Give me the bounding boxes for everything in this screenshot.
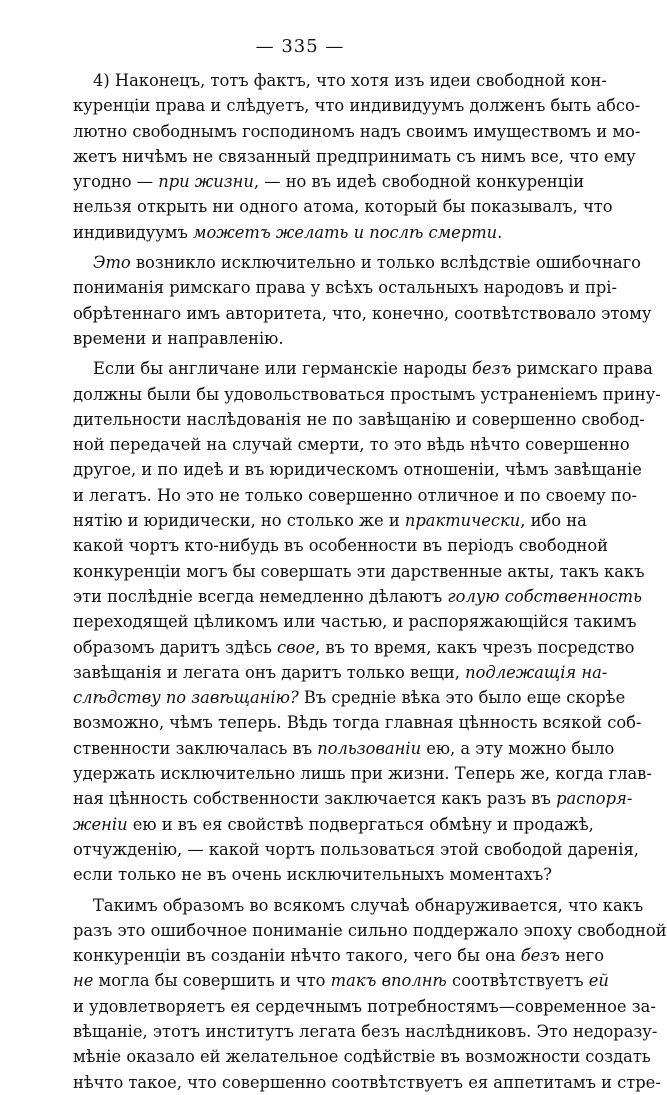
italic-text: женіи [73, 814, 128, 834]
text-line [73, 559, 645, 584]
text-run: Въ средніе вѣка это было еще скорѣе [298, 688, 626, 708]
text-line [73, 736, 615, 761]
text-run: ственности заключалась въ [73, 738, 318, 758]
italic-text: безъ [472, 359, 512, 379]
text-line [73, 862, 553, 887]
text-run: Такимъ образомъ во всякомъ случаѣ обнаруживается, что какъ [93, 895, 644, 915]
text-run: переходящей цѣликомъ или частью, и распоряжающійся такимъ [73, 612, 637, 632]
text-run: какой чортъ кто-нибудь въ особенности въ періодъ свободной [73, 536, 608, 556]
text-line [73, 786, 633, 811]
text-run: , въ то время, какъ чрезъ посредство [315, 637, 635, 657]
text-run: дительности наслѣдованія не по завѣщанію и совершенно свобод- [73, 409, 645, 429]
text-run: мѣніе оказало ей желательное содѣйствіе въ возможности создать [73, 1047, 651, 1067]
italic-text: слѣдству по завѣщанію? [73, 688, 299, 708]
text-line [73, 250, 641, 275]
text-run: другое, и по идеѣ и въ юридическомъ отношеніи, чѣмъ завѣщаніе [73, 460, 642, 480]
text-run: лютно свободнымъ господиномъ надъ своимъ имуществомъ и мо- [73, 121, 641, 141]
text-line [73, 1019, 658, 1044]
italic-text: практически [404, 511, 521, 531]
text-line [73, 220, 539, 245]
text-line [73, 584, 642, 609]
text-run: конкуренціи въ созданіи нѣчто такого, чего бы она [73, 946, 521, 966]
text-line [73, 382, 661, 407]
italic-text: ей [588, 971, 609, 991]
italic-text: такъ вполнѣ [330, 971, 447, 991]
italic-text: безъ [520, 946, 560, 966]
text-line [73, 994, 656, 1019]
text-line [73, 508, 587, 533]
text-run: и легатъ. Но это не только совершенно отличное и по своему по- [73, 485, 638, 505]
text-run: возникло исключительно и только вслѣдствіе ошибочнаго [130, 253, 641, 273]
text-run: угодно — [73, 172, 159, 192]
text-line [73, 918, 667, 943]
text-line [73, 68, 607, 93]
text-run: и удовлетворяетъ ея сердечнымъ потребностямъ—современное за- [73, 996, 656, 1016]
text-line [73, 1044, 651, 1069]
text-run: завѣщанія и легата онъ даритъ только вещи, [73, 662, 466, 682]
text-line [73, 93, 641, 118]
text-run: если только не въ очень исключительныхъ моментахъ? [73, 865, 553, 885]
text-run: индивидуумъ [73, 222, 193, 242]
text-line [73, 407, 645, 432]
text-run: пониманія римскаго права у всѣхъ остальныхъ народовъ и прі- [73, 278, 617, 298]
text-run: возможно, чѣмъ теперь. Вѣдь тогда главная цѣнность всякой соб- [73, 713, 642, 733]
text-run: римскаго права [511, 359, 653, 379]
text-line [73, 660, 608, 685]
text-run: нѣчто такое, что совершенно соотвѣтствуетъ ея аппетитамъ и стре- [73, 1072, 661, 1092]
text-run: обрѣтеннаго имъ авторитета, что, конечно, соотвѣтствовало этому [73, 303, 652, 323]
text-run: должны были бы удовольствоваться простымъ устраненіемъ прину- [73, 384, 661, 404]
text-run: вѣщаніе, этотъ институтъ легата безъ наслѣдниковъ. Это недоразу- [73, 1021, 658, 1041]
text-line [73, 761, 652, 786]
text-line [73, 1070, 661, 1095]
text-run: жетъ ничѣмъ не связанный предпринимать съ нимъ все, что ему [73, 146, 636, 166]
text-line [73, 893, 644, 918]
text-run: разъ это ошибочное пониманіе сильно поддержало эпоху свободной [73, 920, 667, 940]
text-run: удержать исключительно лишь при жизни. Теперь же, когда глав- [73, 764, 652, 784]
text-run: нятію и юридически, но столько же и [73, 511, 405, 531]
italic-text: пользованіи [317, 738, 422, 758]
text-run: отчужденію, — какой чортъ пользоваться этой свободой даренія, [73, 839, 639, 859]
italic-text: голую собственность [447, 586, 642, 606]
text-line [73, 635, 635, 660]
text-run: ею, а эту можно было [421, 738, 615, 758]
text-line [73, 533, 608, 558]
page-number: — 335 — [255, 36, 345, 57]
text-run: могла бы совершить и что [93, 971, 331, 991]
text-line [73, 710, 642, 735]
text-line [73, 609, 637, 634]
italic-text: свое [277, 637, 316, 657]
text-line [73, 457, 642, 482]
text-line [73, 194, 613, 219]
text-line [73, 943, 604, 968]
page-text [73, 68, 667, 1095]
text-line [73, 837, 639, 862]
text-line [73, 432, 630, 457]
italic-text: не [73, 971, 94, 991]
italic-text: при жизни [158, 172, 254, 192]
text-run: 4) Наконецъ, тотъ фактъ, что хотя изъ идеи свободной кон- [93, 71, 607, 90]
text-line [73, 812, 594, 837]
text-line [73, 326, 539, 351]
text-line [73, 968, 609, 993]
text-run: конкуренціи могъ бы совершать эти дарственные акты, такъ какъ [73, 561, 645, 581]
text-run: . [497, 222, 503, 242]
text-run: , — но въ идеѣ свободной конкуренціи [253, 172, 585, 192]
text-line [73, 685, 626, 710]
text-run: нельзя открыть ни одного атома, который бы показывалъ, что [73, 197, 613, 217]
text-run: образомъ даритъ здѣсь [73, 637, 278, 657]
italic-text: подлежащія на- [465, 662, 608, 682]
text-run: эти послѣдніе всегда немедленно дѣлаютъ [73, 586, 448, 606]
text-run: соотвѣтствуетъ [446, 971, 589, 991]
text-run: него [560, 946, 604, 966]
text-line [73, 144, 636, 169]
text-run: ею и въ ея свойствѣ подвергаться обмѣну и продажѣ, [127, 814, 594, 834]
text-run: , ибо на [520, 511, 587, 531]
italic-text: можетъ желать и послѣ смерти [192, 222, 498, 242]
text-run: Если бы англичане или германскіе народы [93, 359, 473, 379]
text-run: времени и направленію. [73, 328, 284, 348]
text-line [73, 301, 652, 326]
text-line [73, 483, 638, 508]
text-run: куренціи права и слѣдуетъ, что индивидуумъ долженъ быть абсо- [73, 96, 641, 116]
text-line [73, 356, 653, 381]
text-line [73, 169, 585, 194]
text-run: ная цѣнность собственности заключается какъ разъ въ [73, 789, 557, 809]
text-line [73, 275, 617, 300]
text-run: ной передачей на случай смерти, то это вѣдь нѣчто совершенно [73, 435, 630, 455]
text-line [73, 119, 641, 144]
italic-text: распоря- [556, 789, 633, 809]
italic-text: Это [93, 253, 131, 273]
